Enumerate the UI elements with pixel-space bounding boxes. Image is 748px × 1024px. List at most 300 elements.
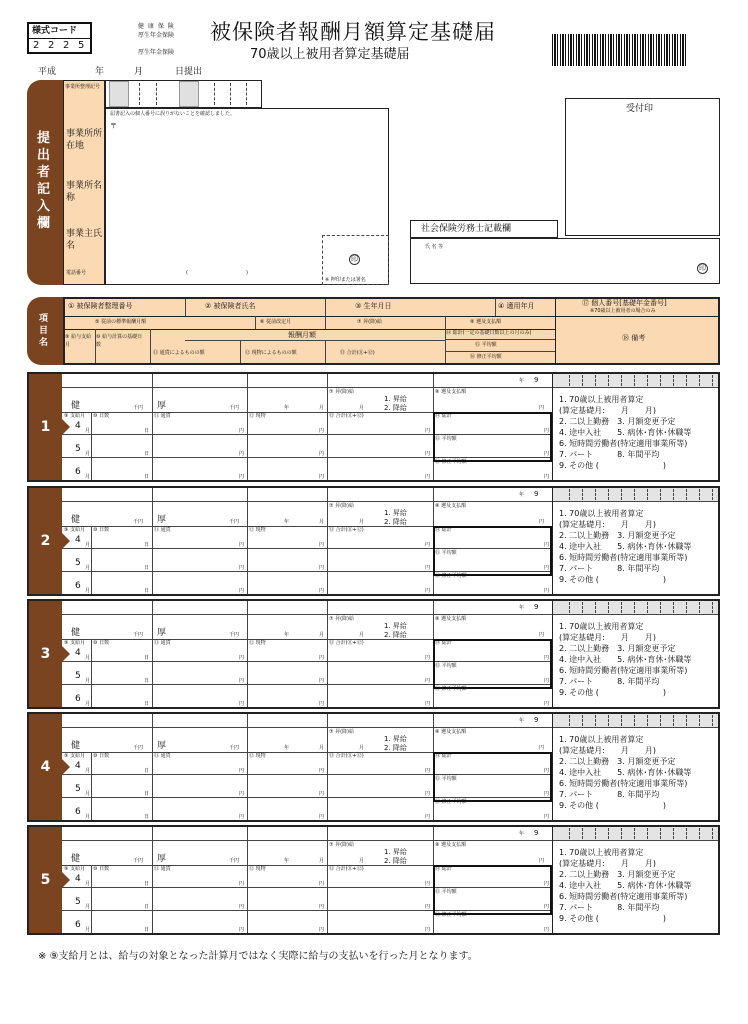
pay-month-value: 4 [75, 648, 81, 658]
yen-label: 円 [539, 405, 545, 411]
average-label: ⑮ 平均額 [435, 663, 457, 669]
form-code-digit: 2 [33, 40, 40, 51]
pay-month-value: 6 [75, 694, 81, 704]
form-code-label: 様式コード [32, 26, 78, 36]
seal-box [322, 235, 389, 285]
remark-option[interactable]: 7. パート 8. 年間平均 [559, 450, 660, 459]
apply-month-value: 9 [534, 490, 539, 498]
total-label: ⑭ 総計 [435, 753, 452, 759]
std-health-label: 健 [71, 401, 81, 411]
yen-unit: 円 [544, 678, 550, 684]
pay-month-label: ⑨ 支給月 [64, 640, 86, 646]
sum-label: ⑬ 合計(⑪+⑫) [329, 640, 364, 646]
address-label: 事業所所在地 [66, 129, 103, 151]
month-unit: 月 [85, 927, 91, 933]
remark-option[interactable]: 4. 途中入社 5. 病休･育休･休職等 [559, 655, 692, 664]
yen-unit: 円 [425, 542, 431, 548]
day-unit: 日 [144, 565, 150, 571]
month-label: 月 [359, 519, 365, 525]
raise-option[interactable]: 1. 昇給 [384, 509, 407, 517]
raise-option[interactable]: 1. 昇給 [384, 735, 407, 743]
pay-month-label: ⑨ 支給月 [64, 753, 86, 759]
col-in-kind: ⑫ 現物によるものの額 [245, 350, 297, 356]
thousand-yen-label: 千円 [229, 519, 240, 525]
month-unit: 月 [85, 542, 91, 548]
yen-unit: 円 [239, 814, 245, 820]
form-subtitle: 70歳以上被用者算定基礎届 [250, 47, 410, 62]
apply-month-value: 9 [534, 376, 539, 384]
yen-unit: 円 [239, 881, 245, 887]
month-unit: 月 [85, 814, 91, 820]
day-unit: 日 [144, 451, 150, 457]
date-month: 月 [134, 67, 144, 77]
base-days-label: ⑩ 日数 [93, 753, 110, 759]
postal-mark: 〒 [110, 122, 117, 130]
sum-label: ⑬ 合計(⑪+⑫) [329, 753, 364, 759]
yen-unit: 円 [425, 701, 431, 707]
pay-month-value: 4 [75, 535, 81, 545]
month-unit: 月 [85, 565, 91, 571]
yen-unit: 円 [544, 791, 550, 797]
currency-label: ⑪ 通貨 [154, 866, 171, 872]
remark-option[interactable]: 1. 70歳以上被用者算定 [559, 622, 644, 631]
yen-unit: 円 [239, 428, 245, 434]
sum-label: ⑬ 合計(⑪+⑫) [329, 527, 364, 533]
remark-option[interactable]: (算定基礎月: 月 月) [559, 406, 656, 415]
submitter-section-label: 提出者記入欄 [37, 131, 51, 231]
month-label: 月 [359, 858, 365, 864]
corrected-average-label: ⑯ 修正平均額 [435, 912, 467, 918]
average-label: ⑮ 平均額 [435, 889, 457, 895]
pay-month-value: 5 [75, 784, 81, 794]
thousand-yen-label: 千円 [133, 405, 144, 411]
retro-label: ⑧ 遡及支払額 [435, 729, 467, 735]
form-code-digit: 2 [63, 40, 70, 51]
sum-label: ⑬ 合計(⑪+⑫) [329, 413, 364, 419]
std-pension-label: 厚 [157, 401, 167, 411]
yen-unit: 円 [319, 791, 325, 797]
remark-option[interactable]: 2. 二以上勤務 3. 月額変更予定 [559, 870, 676, 879]
lower-option[interactable]: 2. 降給 [384, 857, 407, 865]
month-label: 月 [359, 745, 365, 751]
yen-unit: 円 [319, 701, 325, 707]
yen-unit: 円 [544, 588, 550, 594]
remark-option[interactable]: (算定基礎月: 月 月) [559, 633, 656, 642]
yen-unit: 円 [319, 428, 325, 434]
total-label: ⑭ 総計 [435, 413, 452, 419]
remark-option[interactable]: 6. 短時間労働者(特定適用事業所等) [559, 666, 688, 675]
yen-unit: 円 [425, 814, 431, 820]
lower-option[interactable]: 2. 降給 [384, 518, 407, 526]
col-previous-standard: ⑤ 従前の標準報酬月額 [95, 319, 147, 325]
yen-label: 円 [539, 745, 545, 751]
month-unit: 月 [85, 791, 91, 797]
base-days-label: ⑩ 日数 [93, 640, 110, 646]
yen-unit: 円 [425, 655, 431, 661]
col-corrected-average: ⑯ 修正平均額 [470, 354, 502, 360]
insurance-type-pension-2: 厚生年金保険 [138, 49, 175, 56]
receipt-label: 受付印 [626, 104, 654, 114]
remark-option[interactable]: 1. 70歳以上被用者算定 [559, 735, 644, 744]
remark-option[interactable]: 1. 70歳以上被用者算定 [559, 848, 644, 857]
pay-month-value: 5 [75, 558, 81, 568]
day-unit: 日 [144, 927, 150, 933]
insured-row [27, 599, 720, 709]
yen-unit: 円 [239, 451, 245, 457]
currency-label: ⑪ 通貨 [154, 640, 171, 646]
yen-unit: 円 [319, 768, 325, 774]
footnote: ※ ⑨支給月とは、給与の対象となった計算月ではなく実際に給与の支払いを行った月となります。 [38, 951, 478, 962]
yen-unit: 円 [544, 451, 550, 457]
office-code-label: 事業所整理記号 [65, 84, 101, 90]
apply-year-label: 年 [519, 718, 525, 724]
remark-option[interactable]: 6. 短時間労働者(特定適用事業所等) [559, 892, 688, 901]
pay-month-value: 6 [75, 467, 81, 477]
day-unit: 日 [144, 428, 150, 434]
remark-option[interactable]: 1. 70歳以上被用者算定 [559, 395, 644, 404]
apply-month-value: 9 [534, 829, 539, 837]
month-unit: 月 [85, 768, 91, 774]
apply-year-label: 年 [519, 378, 525, 384]
month-label: 月 [319, 519, 325, 525]
phone-label: 電話番号 [66, 270, 87, 276]
thousand-yen-label: 千円 [133, 858, 144, 864]
pay-month-value: 4 [75, 761, 81, 771]
raise-field-label: ⑦ 昇(降)給 [329, 503, 354, 509]
remark-option[interactable]: 9. その他 ( ) [559, 461, 666, 470]
in-kind-label: ⑫ 現物 [249, 413, 266, 419]
yen-unit: 円 [544, 565, 550, 571]
pay-month-value: 6 [75, 581, 81, 591]
date-day: 日提出 [175, 67, 203, 77]
std-health-label: 健 [71, 515, 81, 525]
pay-month-value: 6 [75, 920, 81, 930]
year-label: 年 [284, 519, 290, 525]
std-pension-label: 厚 [157, 628, 167, 638]
column-section-label: 項目名 [39, 314, 49, 348]
month-unit: 月 [85, 451, 91, 457]
thousand-yen-label: 千円 [229, 858, 240, 864]
lower-option[interactable]: 2. 降給 [384, 744, 407, 752]
base-days-label: ⑩ 日数 [93, 866, 110, 872]
form-code-box [27, 22, 92, 54]
std-health-label: 健 [71, 741, 81, 751]
corrected-average-label: ⑯ 修正平均額 [435, 459, 467, 465]
in-kind-label: ⑫ 現物 [249, 866, 266, 872]
yen-unit: 円 [425, 768, 431, 774]
remark-option[interactable]: 7. パート 8. 年間平均 [559, 790, 660, 799]
insurance-type-pension: 厚生年金保険 [138, 32, 175, 39]
remark-option[interactable]: (算定基礎月: 月 月) [559, 520, 656, 529]
remark-option[interactable]: 2. 二以上勤務 3. 月額変更予定 [559, 757, 676, 766]
yen-unit: 円 [319, 565, 325, 571]
thousand-yen-label: 千円 [133, 745, 144, 751]
remark-option[interactable]: 6. 短時間労働者(特定適用事業所等) [559, 779, 688, 788]
pay-month-value: 4 [75, 874, 81, 884]
std-pension-label: 厚 [157, 854, 167, 864]
total-label: ⑭ 総計 [435, 866, 452, 872]
remark-option[interactable]: 1. 70歳以上被用者算定 [559, 509, 644, 518]
yen-unit: 円 [544, 474, 550, 480]
remark-option[interactable]: 4. 途中入社 5. 病休･育休･休職等 [559, 768, 692, 777]
in-kind-label: ⑫ 現物 [249, 640, 266, 646]
yen-unit: 円 [425, 881, 431, 887]
yen-unit: 円 [425, 791, 431, 797]
form-code-digit: 2 [48, 40, 55, 51]
month-label: 月 [319, 858, 325, 864]
yen-unit: 円 [425, 904, 431, 910]
yen-unit: 円 [544, 768, 550, 774]
form-code-digit: 5 [78, 40, 85, 51]
month-unit: 月 [85, 881, 91, 887]
remark-option[interactable]: 7. パート 8. 年間平均 [559, 564, 660, 573]
day-unit: 日 [144, 701, 150, 707]
remark-option[interactable]: 4. 途中入社 5. 病休･育休･休職等 [559, 542, 692, 551]
row-number: 3 [29, 601, 62, 707]
yen-unit: 円 [239, 791, 245, 797]
yen-unit: 円 [319, 655, 325, 661]
receipt-stamp-box [565, 98, 720, 236]
retro-label: ⑧ 遡及支払額 [435, 389, 467, 395]
sharoushi-label: 社会保険労務士記載欄 [421, 224, 512, 234]
yen-unit: 円 [319, 881, 325, 887]
total-label: ⑭ 総計 [435, 527, 452, 533]
currency-label: ⑪ 通貨 [154, 527, 171, 533]
day-unit: 日 [144, 678, 150, 684]
confirm-text: 届書記入の個人番号に誤りがないことを確認しました。 [110, 111, 236, 117]
yen-unit: 円 [544, 655, 550, 661]
form-title: 被保険者報酬月額算定基礎届 [210, 20, 496, 44]
remark-option[interactable]: 2. 二以上勤務 3. 月額変更予定 [559, 644, 676, 653]
pay-month-label: ⑨ 支給月 [64, 866, 86, 872]
day-unit: 日 [144, 542, 150, 548]
raise-field-label: ⑦ 昇(降)給 [329, 729, 354, 735]
raise-option[interactable]: 1. 昇給 [384, 622, 407, 630]
apply-year-label: 年 [519, 831, 525, 837]
seal-mark: 印 [351, 255, 358, 263]
yen-unit: 円 [425, 678, 431, 684]
col-previous-revision: ⑥ 従前改定月 [260, 319, 292, 325]
yen-unit: 円 [425, 588, 431, 594]
remark-option[interactable]: 4. 途中入社 5. 病休･育休･休職等 [559, 428, 692, 437]
row-number: 2 [29, 488, 62, 594]
raise-option[interactable]: 1. 昇給 [384, 395, 407, 403]
insurance-type-health: 健 康 保 険 [138, 23, 175, 30]
col-remarks: ⑱ 備考 [622, 334, 646, 342]
lower-option[interactable]: 2. 降給 [384, 404, 407, 412]
month-unit: 月 [85, 428, 91, 434]
remark-option[interactable]: 9. その他 ( ) [559, 688, 666, 697]
average-label: ⑮ 平均額 [435, 436, 457, 442]
yen-unit: 円 [319, 678, 325, 684]
insured-row [27, 825, 720, 935]
day-unit: 日 [144, 904, 150, 910]
col-sum: ⑬ 合計(⑪+⑫) [340, 350, 375, 356]
std-health-label: 健 [71, 628, 81, 638]
month-label: 月 [319, 745, 325, 751]
yen-unit: 円 [544, 814, 550, 820]
in-kind-label: ⑫ 現物 [249, 753, 266, 759]
row-number: 5 [29, 827, 62, 933]
yen-unit: 円 [425, 428, 431, 434]
remark-option[interactable]: 7. パート 8. 年間平均 [559, 677, 660, 686]
yen-unit: 円 [319, 542, 325, 548]
corrected-average-label: ⑯ 修正平均額 [435, 686, 467, 692]
remark-option[interactable]: 9. その他 ( ) [559, 914, 666, 923]
yen-label: 円 [539, 858, 545, 864]
date-era: 平成 [38, 67, 57, 77]
sum-label: ⑬ 合計(⑪+⑫) [329, 866, 364, 872]
col-currency: ⑪ 通貨によるものの額 [153, 350, 205, 356]
day-unit: 日 [144, 768, 150, 774]
yen-unit: 円 [239, 927, 245, 933]
col-retro-payment: ⑧ 遡及支払額 [470, 319, 502, 325]
year-label: 年 [284, 745, 290, 751]
pay-month-label: ⑨ 支給月 [64, 527, 86, 533]
yen-unit: 円 [319, 927, 325, 933]
yen-unit: 円 [544, 927, 550, 933]
col-personal-number-note: ※70歳以上被用者の場合のみ [590, 308, 656, 314]
month-unit: 月 [85, 701, 91, 707]
day-unit: 日 [144, 791, 150, 797]
thousand-yen-label: 千円 [133, 632, 144, 638]
yen-unit: 円 [239, 904, 245, 910]
remark-option[interactable]: 4. 途中入社 5. 病休･育休･休職等 [559, 881, 692, 890]
yen-unit: 円 [319, 474, 325, 480]
corrected-average-label: ⑯ 修正平均額 [435, 799, 467, 805]
yen-unit: 円 [319, 904, 325, 910]
base-days-label: ⑩ 日数 [93, 527, 110, 533]
sharoushi-seal: 印 [699, 264, 706, 272]
raise-field-label: ⑦ 昇(降)給 [329, 389, 354, 395]
col-pay-header: 報酬月額 [288, 331, 316, 339]
col-base-days: ⑩ 給与計算の基礎日数 [96, 334, 143, 348]
col-pay-month: ⑨ 給与支給月 [65, 334, 92, 348]
month-label: 月 [319, 405, 325, 411]
yen-label: 円 [539, 519, 545, 525]
yen-unit: 円 [544, 428, 550, 434]
yen-unit: 円 [544, 881, 550, 887]
col-apply-date: ④ 適用年月 [498, 302, 535, 310]
col-raise: ⑦ 昇(降)給 [357, 319, 382, 325]
pay-month-value: 6 [75, 807, 81, 817]
yen-unit: 円 [239, 655, 245, 661]
yen-unit: 円 [319, 814, 325, 820]
std-pension-label: 厚 [157, 515, 167, 525]
pay-month-value: 5 [75, 671, 81, 681]
col-insured-name: ② 被保険者氏名 [205, 302, 256, 310]
office-name-label: 事業所名称 [66, 181, 103, 203]
row-number: 4 [29, 714, 62, 820]
remark-option[interactable]: 6. 短時間労働者(特定適用事業所等) [559, 439, 688, 448]
yen-unit: 円 [319, 451, 325, 457]
day-unit: 日 [144, 655, 150, 661]
currency-label: ⑪ 通貨 [154, 753, 171, 759]
yen-unit: 円 [544, 904, 550, 910]
thousand-yen-label: 千円 [133, 519, 144, 525]
remark-option[interactable]: 9. その他 ( ) [559, 575, 666, 584]
month-unit: 月 [85, 474, 91, 480]
pay-month-label: ⑨ 支給月 [64, 413, 86, 419]
year-label: 年 [284, 632, 290, 638]
insured-row [27, 372, 720, 482]
barcode [552, 34, 688, 66]
lower-option[interactable]: 2. 降給 [384, 631, 407, 639]
remark-option[interactable]: (算定基礎月: 月 月) [559, 746, 656, 755]
yen-unit: 円 [425, 927, 431, 933]
sharoushi-field[interactable] [410, 238, 720, 284]
day-unit: 日 [144, 588, 150, 594]
day-unit: 日 [144, 881, 150, 887]
remark-option[interactable]: 2. 二以上勤務 3. 月額変更予定 [559, 531, 676, 540]
col-personal-number: ⑰ 個人番号[基礎年金番号] [582, 299, 667, 307]
insured-row [27, 712, 720, 822]
remark-option[interactable]: (算定基礎月: 月 月) [559, 859, 656, 868]
retro-label: ⑧ 遡及支払額 [435, 842, 467, 848]
office-code-field[interactable] [105, 80, 262, 108]
col-total: ⑭ 総計(一定の基礎日数以上の月のみ) [446, 330, 532, 336]
col-insured-number: ① 被保険者整理番号 [68, 302, 133, 310]
pay-month-value: 5 [75, 897, 81, 907]
yen-unit: 円 [239, 588, 245, 594]
yen-unit: 円 [544, 701, 550, 707]
remark-option[interactable]: 6. 短時間労働者(特定適用事業所等) [559, 553, 688, 562]
day-unit: 日 [144, 814, 150, 820]
apply-year-label: 年 [519, 605, 525, 611]
total-label: ⑭ 総計 [435, 640, 452, 646]
retro-label: ⑧ 遡及支払額 [435, 616, 467, 622]
yen-label: 円 [539, 632, 545, 638]
col-average: ⑮ 平均額 [475, 342, 497, 348]
yen-unit: 円 [425, 474, 431, 480]
pay-month-value: 4 [75, 421, 81, 431]
std-health-label: 健 [71, 854, 81, 864]
month-unit: 月 [85, 678, 91, 684]
in-kind-label: ⑫ 現物 [249, 527, 266, 533]
raise-option[interactable]: 1. 昇給 [384, 848, 407, 856]
yen-unit: 円 [544, 542, 550, 548]
sharoushi-name-label: 氏 名 等 [425, 244, 444, 250]
yen-unit: 円 [239, 701, 245, 707]
average-label: ⑮ 平均額 [435, 776, 457, 782]
col-birthdate: ③ 生年月日 [355, 302, 392, 310]
remark-option[interactable]: 7. パート 8. 年間平均 [559, 903, 660, 912]
apply-month-value: 9 [534, 603, 539, 611]
remark-option[interactable]: 2. 二以上勤務 3. 月額変更予定 [559, 417, 676, 426]
month-unit: 月 [85, 655, 91, 661]
phone-paren-close: ) [246, 270, 248, 276]
yen-unit: 円 [239, 542, 245, 548]
retro-label: ⑧ 遡及支払額 [435, 503, 467, 509]
yen-unit: 円 [239, 474, 245, 480]
average-label: ⑮ 平均額 [435, 550, 457, 556]
seal-note: ※ 押印または署名 [325, 277, 366, 283]
yen-unit: 円 [239, 678, 245, 684]
month-label: 月 [359, 632, 365, 638]
sharoushi-label-box [410, 220, 558, 238]
day-unit: 日 [144, 474, 150, 480]
raise-field-label: ⑦ 昇(降)給 [329, 616, 354, 622]
currency-label: ⑪ 通貨 [154, 413, 171, 419]
apply-year-label: 年 [519, 492, 525, 498]
corrected-average-label: ⑯ 修正平均額 [435, 573, 467, 579]
insured-row [27, 486, 720, 596]
base-days-label: ⑩ 日数 [93, 413, 110, 419]
apply-month-value: 9 [534, 716, 539, 724]
owner-name-label: 事業主氏名 [66, 229, 103, 251]
remark-option[interactable]: 9. その他 ( ) [559, 801, 666, 810]
pay-month-value: 5 [75, 444, 81, 454]
